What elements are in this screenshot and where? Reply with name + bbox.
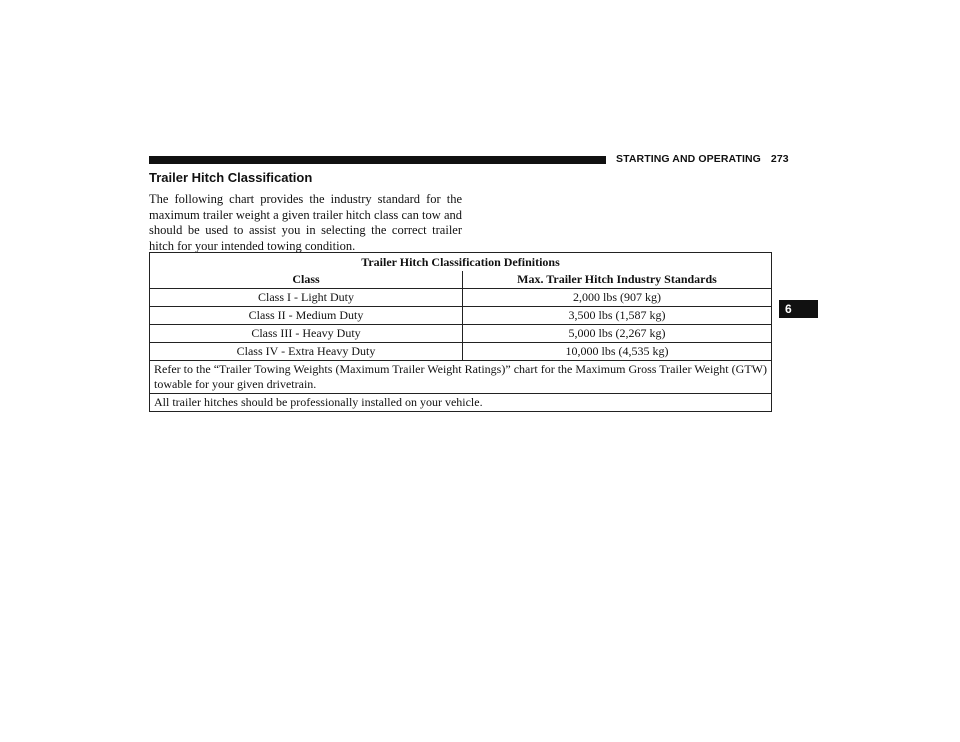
table-caption: Trailer Hitch Classification Definitions <box>150 253 772 272</box>
table-note-row <box>150 394 772 412</box>
intro-paragraph: The following chart provides the industry standard for the maximum trailer weight a given trailer hitch class can tow and should be used to assist you in selecting the correct trailer hitch for your intended towing condition. <box>149 192 462 253</box>
weight-cell: 5,000 lbs (2,267 kg) <box>463 325 772 343</box>
table-note-row <box>150 361 772 394</box>
table-row <box>150 289 772 307</box>
column-header-class: Class <box>150 271 463 289</box>
installation-note: All trailer hitches should be professionally installed on your vehicle. <box>150 394 772 412</box>
table-header-row <box>150 271 772 289</box>
header-rule <box>149 156 606 164</box>
column-header-standards: Max. Trailer Hitch Industry Standards <box>463 271 772 289</box>
table-row <box>150 325 772 343</box>
chapter-tab: 6 <box>779 300 818 318</box>
weight-cell: 10,000 lbs (4,535 kg) <box>463 343 772 361</box>
class-cell: Class III - Heavy Duty <box>150 325 463 343</box>
towing-weights-note: Refer to the “Trailer Towing Weights (Maximum Trailer Weight Ratings)” chart for the Maximum Gross Trailer Weight (GTW) towable for your given drivetrain. <box>150 361 772 394</box>
class-cell: Class I - Light Duty <box>150 289 463 307</box>
header-section-name: STARTING AND OPERATING <box>616 153 761 165</box>
hitch-classification-table <box>149 252 772 412</box>
running-header <box>616 153 789 165</box>
page-number: 273 <box>770 153 789 165</box>
section-title: Trailer Hitch Classification <box>149 170 313 185</box>
weight-cell: 3,500 lbs (1,587 kg) <box>463 307 772 325</box>
table-caption-row <box>150 253 772 272</box>
class-cell: Class IV - Extra Heavy Duty <box>150 343 463 361</box>
table-row <box>150 343 772 361</box>
table-row <box>150 307 772 325</box>
weight-cell: 2,000 lbs (907 kg) <box>463 289 772 307</box>
class-cell: Class II - Medium Duty <box>150 307 463 325</box>
